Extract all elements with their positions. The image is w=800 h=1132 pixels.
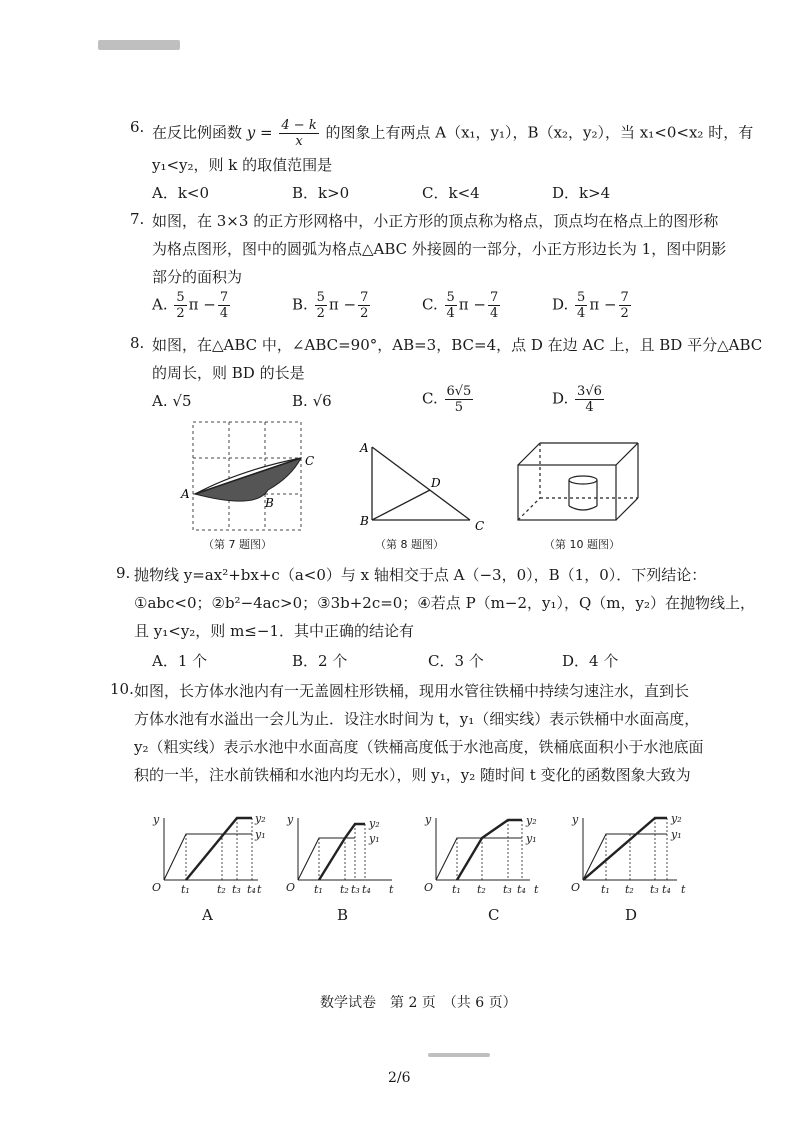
question-8-line2: 的周长，则 BD 的长是 xyxy=(152,364,305,382)
frac-den: 2 xyxy=(316,306,325,321)
option-d: D．4 个 xyxy=(562,652,619,670)
frac-den: 4 xyxy=(446,306,455,321)
origin-label: O xyxy=(424,881,434,894)
t2-label: t₂ xyxy=(625,883,634,896)
frac-num: 5 xyxy=(176,290,185,305)
t3-label: t₃ xyxy=(503,883,512,896)
t4-label: t₄ xyxy=(662,883,671,896)
graph-option-d xyxy=(583,818,677,880)
graph-letter-c: C xyxy=(488,906,500,924)
graph-letter-a: A xyxy=(202,906,213,924)
frac-num: 7 xyxy=(620,290,629,305)
graph-option-c xyxy=(436,818,530,880)
question-7-line3: 部分的面积为 xyxy=(152,268,243,286)
option-d: D．k>4 xyxy=(552,184,611,202)
axis-t-label: t xyxy=(389,883,394,896)
option-value: √6 xyxy=(312,392,332,410)
origin-label: O xyxy=(286,881,296,894)
t1-label: t₁ xyxy=(181,883,190,896)
frac-den: 5 xyxy=(454,400,464,415)
point-c-label: C xyxy=(475,519,485,533)
option-letter: D. xyxy=(552,389,569,408)
y1-label: y₁ xyxy=(369,832,380,845)
frac-den: 4 xyxy=(219,306,229,321)
question-number: 8. xyxy=(130,334,145,352)
option-letter: A. xyxy=(152,392,168,410)
question-7-line2: 为格点图形，图中的圆弧为格点△ABC 外接圆的一部分，小正方形边长为 1，图中阴影 xyxy=(152,240,727,258)
t3-label: t₃ xyxy=(232,883,241,896)
q6-func-lhs: y = xyxy=(246,123,273,142)
point-a-label: A xyxy=(360,441,369,455)
y2-label: y₂ xyxy=(526,814,537,827)
y2-label: y₂ xyxy=(671,812,682,825)
figure-8-caption: （第 8 题图） xyxy=(375,538,444,551)
frac-num: 7 xyxy=(219,290,229,305)
graph-d-labels xyxy=(571,812,686,896)
frac-num: 5 xyxy=(446,290,455,305)
option-letter: A. xyxy=(152,295,168,314)
option-letter: B. xyxy=(292,392,308,410)
t4-label: t₄ xyxy=(517,883,526,896)
graph-letter-b: B xyxy=(337,906,349,924)
y1-label: y₁ xyxy=(671,828,682,841)
figure-7-shapes xyxy=(195,458,301,501)
graph-letter-d: D xyxy=(625,906,638,924)
option-b: B．2 个 xyxy=(292,652,348,670)
point-b-label: B xyxy=(360,514,369,528)
question-10-line2: 方体水池有水溢出一会儿为止．设注水时间为 t，y₁（细实线）表示铁桶中水面高度， xyxy=(134,710,700,728)
frac-num: 7 xyxy=(360,290,369,305)
t2-label: t₂ xyxy=(217,883,226,896)
y2-label: y₂ xyxy=(255,812,266,825)
frac-num: 6√5 xyxy=(446,384,472,399)
axis-t-label: t xyxy=(534,883,539,896)
y2-label: y₂ xyxy=(369,817,380,830)
figure-8-triangle xyxy=(372,447,470,520)
option-mid: π − xyxy=(458,295,486,314)
point-a-label: A xyxy=(181,487,190,501)
option-a: A．k<0 xyxy=(152,184,210,202)
y1-label: y₁ xyxy=(526,832,537,845)
t3-label: t₃ xyxy=(351,883,360,896)
point-b-label: B xyxy=(265,496,274,510)
point-d-label: D xyxy=(431,476,441,490)
q6-lead: 在反比例函数 xyxy=(152,123,243,142)
t2-label: t₂ xyxy=(340,883,349,896)
frac-num: 3√6 xyxy=(577,384,602,399)
question-6-line2: y₁<y₂，则 k 的取值范围是 xyxy=(152,156,333,174)
t1-label: t₁ xyxy=(601,883,610,896)
axis-y-label: y xyxy=(572,813,579,826)
question-number: 7. xyxy=(130,210,145,228)
option-letter: C. xyxy=(422,389,438,408)
t2-label: t₂ xyxy=(477,883,486,896)
q6-frac-num: 4 − k xyxy=(281,118,317,133)
figure-10-caption: （第 10 题图） xyxy=(544,538,620,551)
axis-y-label: y xyxy=(425,813,432,826)
question-10-line4: 积的一半，注水前铁桶和水池内均无水），则 y₁，y₂ 随时间 t 变化的函数图象大致为 xyxy=(134,766,691,784)
frac-num: 7 xyxy=(489,290,499,305)
option-mid: π − xyxy=(328,295,357,314)
option-b: B．k>0 xyxy=(292,184,350,202)
option-letter: D. xyxy=(552,295,569,314)
question-9-line2: ①abc<0；②b²−4ac>0；③3b+2c=0；④若点 P（m−2，y₁），Q（m，y₂）在抛物线上， xyxy=(134,594,755,612)
question-8-line1: 如图，在△ABC 中，∠ABC=90°，AB=3，BC=4，点 D 在边 AC 上，且 BD 平分△ABC xyxy=(152,336,763,354)
figure-10-cuboid xyxy=(518,443,638,520)
axis-y-label: y xyxy=(287,813,294,826)
q6-rest: 的图象上有两点 A（x₁，y₁），B（x₂，y₂），当 x₁<0<x₂ 时，有 xyxy=(325,123,754,142)
frac-num: 5 xyxy=(577,290,586,305)
frac-den: 2 xyxy=(176,306,185,321)
option-letter: C. xyxy=(422,295,438,314)
frac-den: 2 xyxy=(620,306,629,321)
t1-label: t₁ xyxy=(452,883,461,896)
origin-label: O xyxy=(571,881,581,894)
graph-b-labels xyxy=(286,813,394,896)
frac-den: 2 xyxy=(360,306,369,321)
option-value: √5 xyxy=(172,392,192,410)
shaded-segment xyxy=(195,458,301,501)
t4-label: t₄ xyxy=(362,883,371,896)
axis-t-label: t xyxy=(257,883,262,896)
t4-label: t₄ xyxy=(247,883,256,896)
page-footer: 数学试卷 第 2 页 （共 6 页） xyxy=(320,995,517,1011)
option-c: C．k<4 xyxy=(422,184,480,202)
figure-10-cylinder xyxy=(569,476,597,510)
question-number: 6. xyxy=(130,118,145,136)
frac-den: 4 xyxy=(489,306,499,321)
option-letter: B. xyxy=(292,295,308,314)
question-number: 10. xyxy=(110,680,134,698)
question-9-line3: 且 y₁<y₂，则 m≤−1．其中正确的结论有 xyxy=(134,622,414,640)
frac-den: 4 xyxy=(585,400,594,415)
question-number: 9. xyxy=(116,564,131,582)
y1-label: y₁ xyxy=(255,828,266,841)
question-10-line3: y₂（粗实线）表示水池中水面高度（铁桶高度低于水池高度，铁桶底面积小于水池底面 xyxy=(134,738,704,756)
graph-option-a xyxy=(164,818,258,880)
question-9-line1: 抛物线 y=ax²+bx+c（a<0）与 x 轴相交于点 A（−3，0），B（1，0）．下列结论： xyxy=(134,566,707,584)
q6-frac-den: x xyxy=(295,134,303,149)
origin-label: O xyxy=(152,881,162,894)
axis-t-label: t xyxy=(681,883,686,896)
option-mid: π − xyxy=(188,295,216,314)
option-a: A．1 个 xyxy=(152,652,208,670)
option-c: C．3 个 xyxy=(428,652,484,670)
frac-num: 5 xyxy=(316,290,325,305)
frac-den: 4 xyxy=(577,306,586,321)
t3-label: t₃ xyxy=(650,883,659,896)
axis-y-label: y xyxy=(153,813,160,826)
point-c-label: C xyxy=(305,454,315,468)
question-7-line1: 如图，在 3×3 的正方形网格中，小正方形的顶点称为格点，顶点均在格点上的图形称 xyxy=(152,212,719,230)
option-mid: π − xyxy=(589,295,617,314)
page-number: 2/6 xyxy=(388,1070,411,1086)
t1-label: t₁ xyxy=(314,883,323,896)
question-10-line1: 如图，长方体水池内有一无盖圆柱形铁桶，现用水管往铁桶中持续匀速注水，直到长 xyxy=(134,682,690,700)
figure-7-caption: （第 7 题图） xyxy=(203,538,272,551)
